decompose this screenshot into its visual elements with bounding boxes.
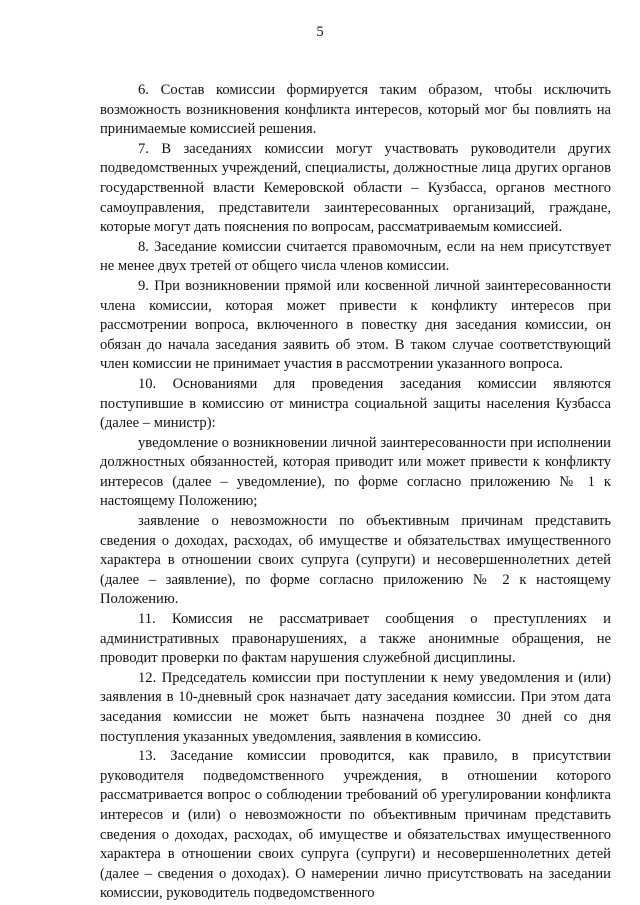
paragraph-7: 7. В заседаниях комиссии могут участвовать руководители других подведомственных учреждений, специалисты, должностные лица других органов государственной власти Кемеровской области – Кузбасса, органов местного самоуправления, представители заинтересованных организаций, граждане, которые могут дать пояснения по вопросам, рассматриваемым комиссией. (100, 140, 611, 236)
paragraph-9: 9. При возникновении прямой или косвенной личной заинтересованности члена комиссии, которая может привести к конфликту интересов при рассмотрении вопроса, включенного в повестку дня заседания комиссии, он обязан до начала заседания заявить об этом. В таком случае соответствующий член комиссии не принимает участия в рассмотрении указанного вопроса. (100, 277, 611, 373)
paragraph-6: 6. Состав комиссии формируется таким образом, чтобы исключить возможность возникновения конфликта интересов, который мог бы повлиять на принимаемые комиссией решения. (100, 82, 611, 138)
document-body (100, 81, 611, 904)
paragraph-8: 8. Заседание комиссии считается правомочным, если на нем присутствует не менее двух третей от общего числа членов комиссии. (100, 238, 611, 275)
paragraph-12: 12. Председатель комиссии при поступлении к нему уведомления и (или) заявления в 10-дневный срок назначает дату заседания комиссии. При этом дата заседания комиссии не может быть назначена позднее 30 дней со дня поступления указанных уведомления, заявления в комиссию. (100, 669, 611, 745)
paragraph-11: 11. Комиссия не рассматривает сообщения о преступлениях и административных правонарушениях, а также анонимные обращения, не проводит проверки по фактам нарушения служебной дисциплины. (100, 611, 611, 667)
paragraph-10: 10. Основаниями для проведения заседания комиссии являются поступившие в комиссию от министра социальной защиты населения Кузбасса (далее – министр): (100, 375, 611, 432)
page-number: 5 (316, 24, 324, 40)
paragraph-13: 13. Заседание комиссии проводится, как правило, в присутствии руководителя подведомственного учреждения, в отношении которого рассматривается вопрос о соблюдении требований об урегулировании конфликта интересов и (или) о невозможности по объективным причинам представить сведения о доходах, расходах, об имуществе и обязательствах имущественного характера в отношении своих супруга (супруги) и несовершеннолетних детей (далее – сведения о доходах). О намерении лично присутствовать на заседании комиссии, руководитель подведомственного (100, 748, 611, 902)
paragraph-10-application: заявление о невозможности по объективным причинам представить сведения о доходах, расходах, об имуществе и обязательствах имущественного характера в отношении своих супруга (супруги) и несовершеннолетних детей (далее – заявление), по форме согласно приложению № 2 к настоящему Положению. (100, 513, 611, 608)
paragraph-10-notification: уведомление о возникновении личной заинтересованности при исполнении должностных обязанностей, которая приводит или может привести к конфликту интересов (далее – уведомление), по форме согласно приложению № 1 к настоящему Положению; (100, 434, 611, 510)
